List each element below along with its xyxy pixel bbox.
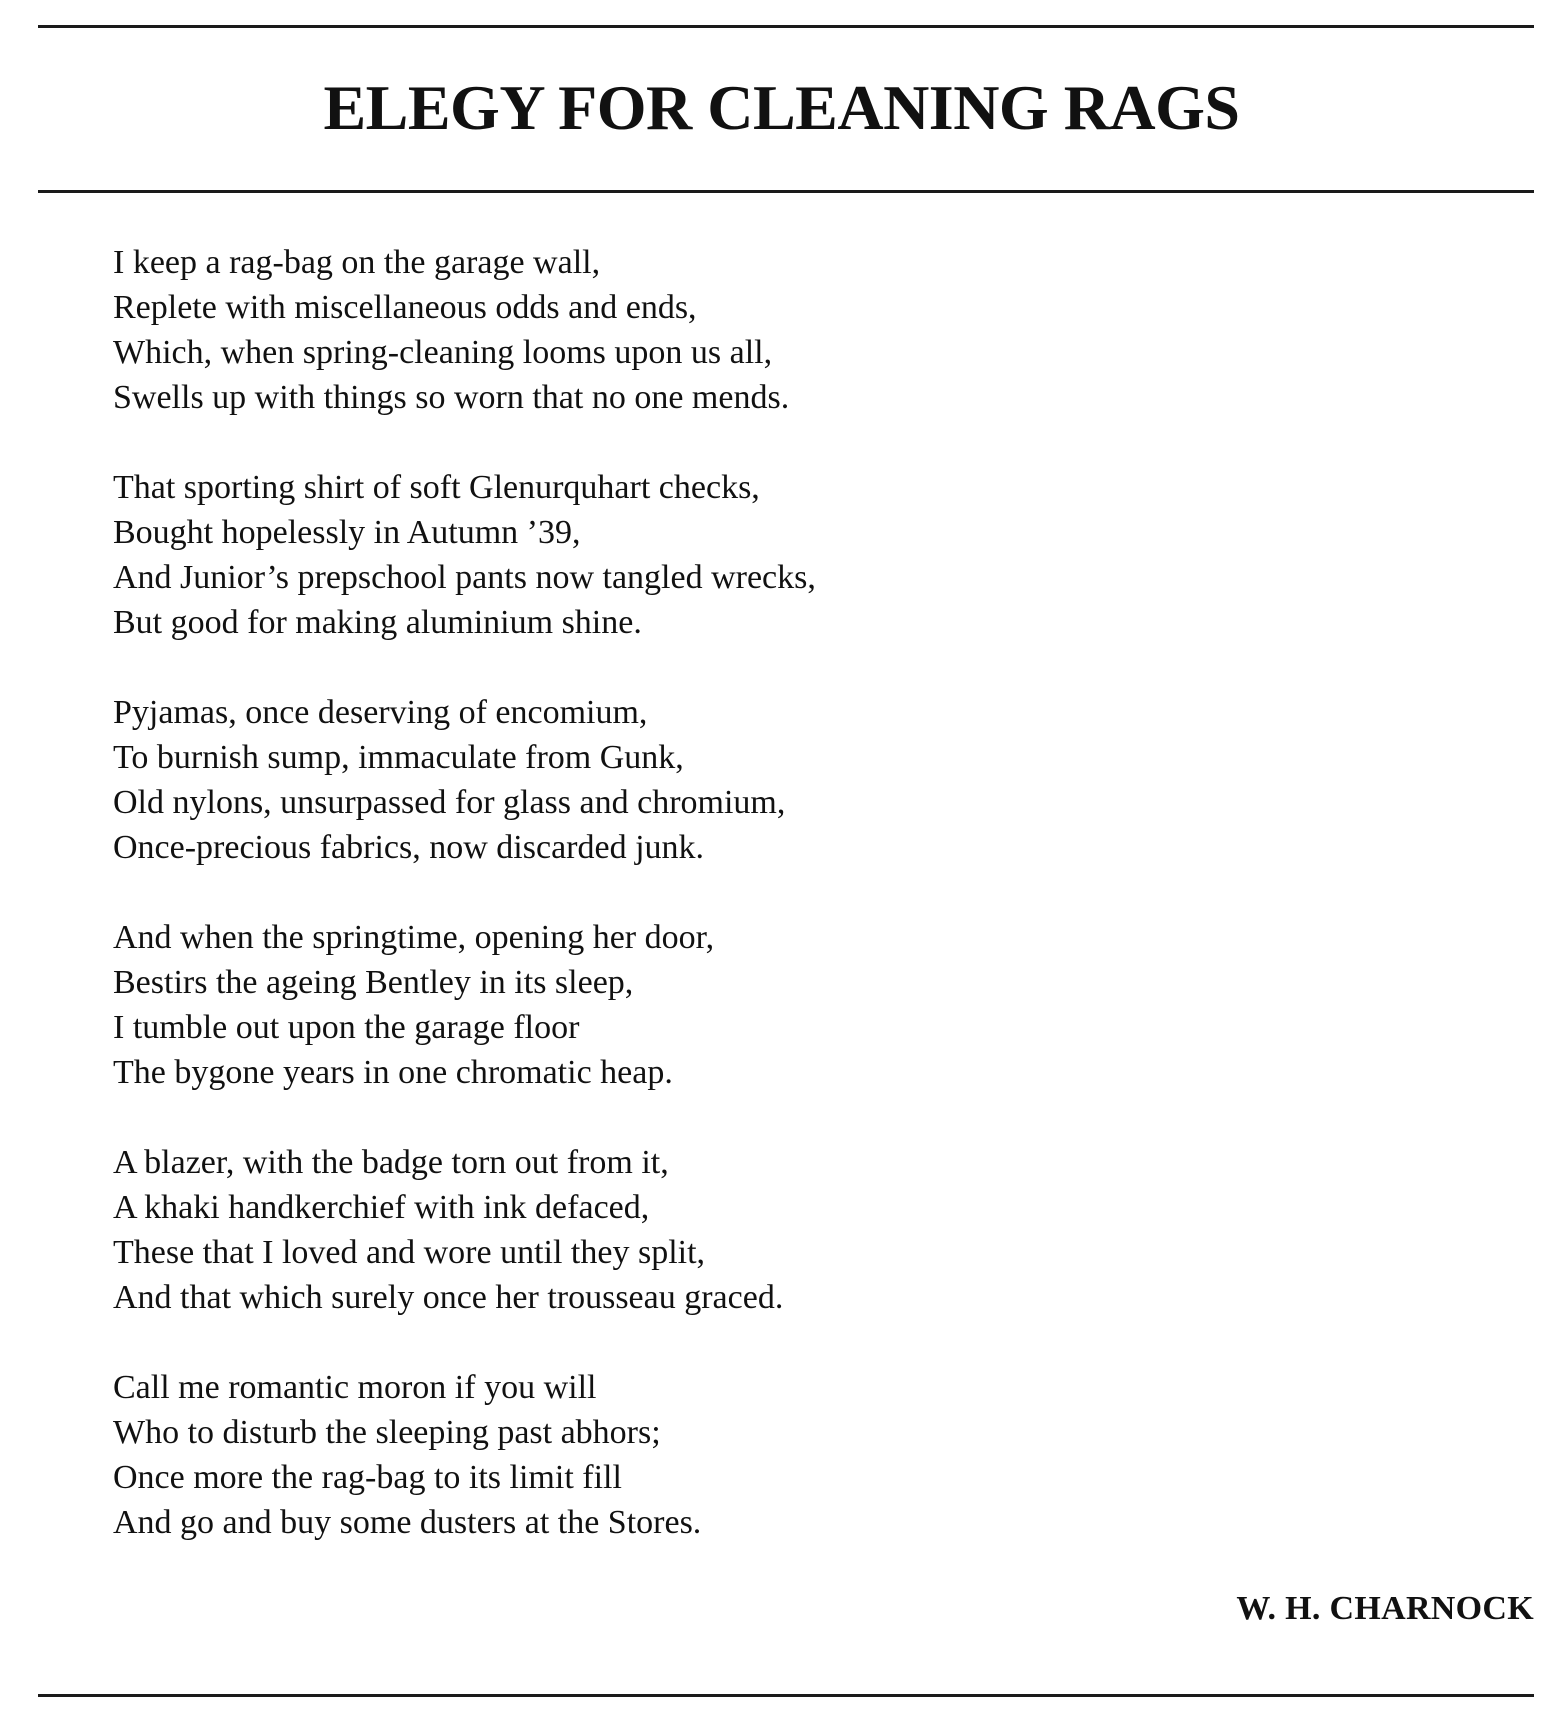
poem-line: And when the springtime, opening her door, [113,919,715,956]
poem-line: Pyjamas, once deserving of encomium, [113,694,648,731]
poem-line: Bestirs the ageing Bentley in its sleep, [113,964,634,1001]
poem-title: ELEGY FOR CLEANING RAGS [323,72,1240,143]
poem-line: Swells up with things so worn that no one mends. [113,379,790,416]
poem-line: And Junior’s prepschool pants now tangled wrecks, [113,559,816,596]
poem-line: Once-precious fabrics, now discarded junk. [113,829,705,866]
poem-line: I tumble out upon the garage floor [113,1009,580,1046]
poem-line: A blazer, with the badge torn out from it, [113,1144,669,1181]
poem-line: But good for making aluminium shine. [113,604,642,641]
poem-line: These that I loved and wore until they split, [113,1234,706,1271]
poem-line: The bygone years in one chromatic heap. [113,1054,673,1091]
poem-line: Once more the rag-bag to its limit fill [113,1459,622,1496]
poem-line: Who to disturb the sleeping past abhors; [113,1414,661,1451]
stanza [113,915,1213,1095]
stanza [113,465,1213,645]
poem-body [113,240,1213,1590]
poem-line: That sporting shirt of soft Glenurquhart checks, [113,469,760,506]
poem-line: And that which surely once her trousseau graced. [113,1279,784,1316]
title-underline-rule [38,190,1534,193]
stanza [113,240,1213,420]
poem-line: Which, when spring-cleaning looms upon us all, [113,334,773,371]
poem-line: Call me romantic moron if you will [113,1369,597,1406]
poem-line: Bought hopelessly in Autumn ’39, [113,514,581,551]
poem-line: Replete with miscellaneous odds and ends, [113,289,697,326]
poem-line: And go and buy some dusters at the Stores. [113,1504,702,1541]
stanza [113,1140,1213,1320]
top-rule [38,25,1534,28]
poem-line: A khaki handkerchief with ink defaced, [113,1189,650,1226]
author-signature: W. H. CHARNOCK [1236,1590,1534,1627]
poem-line: Old nylons, unsurpassed for glass and chromium, [113,784,786,821]
poem-line: I keep a rag-bag on the garage wall, [113,244,601,281]
poem-line: To burnish sump, immaculate from Gunk, [113,739,684,776]
stanza [113,1365,1213,1545]
stanza [113,690,1213,870]
bottom-rule [38,1694,1534,1697]
